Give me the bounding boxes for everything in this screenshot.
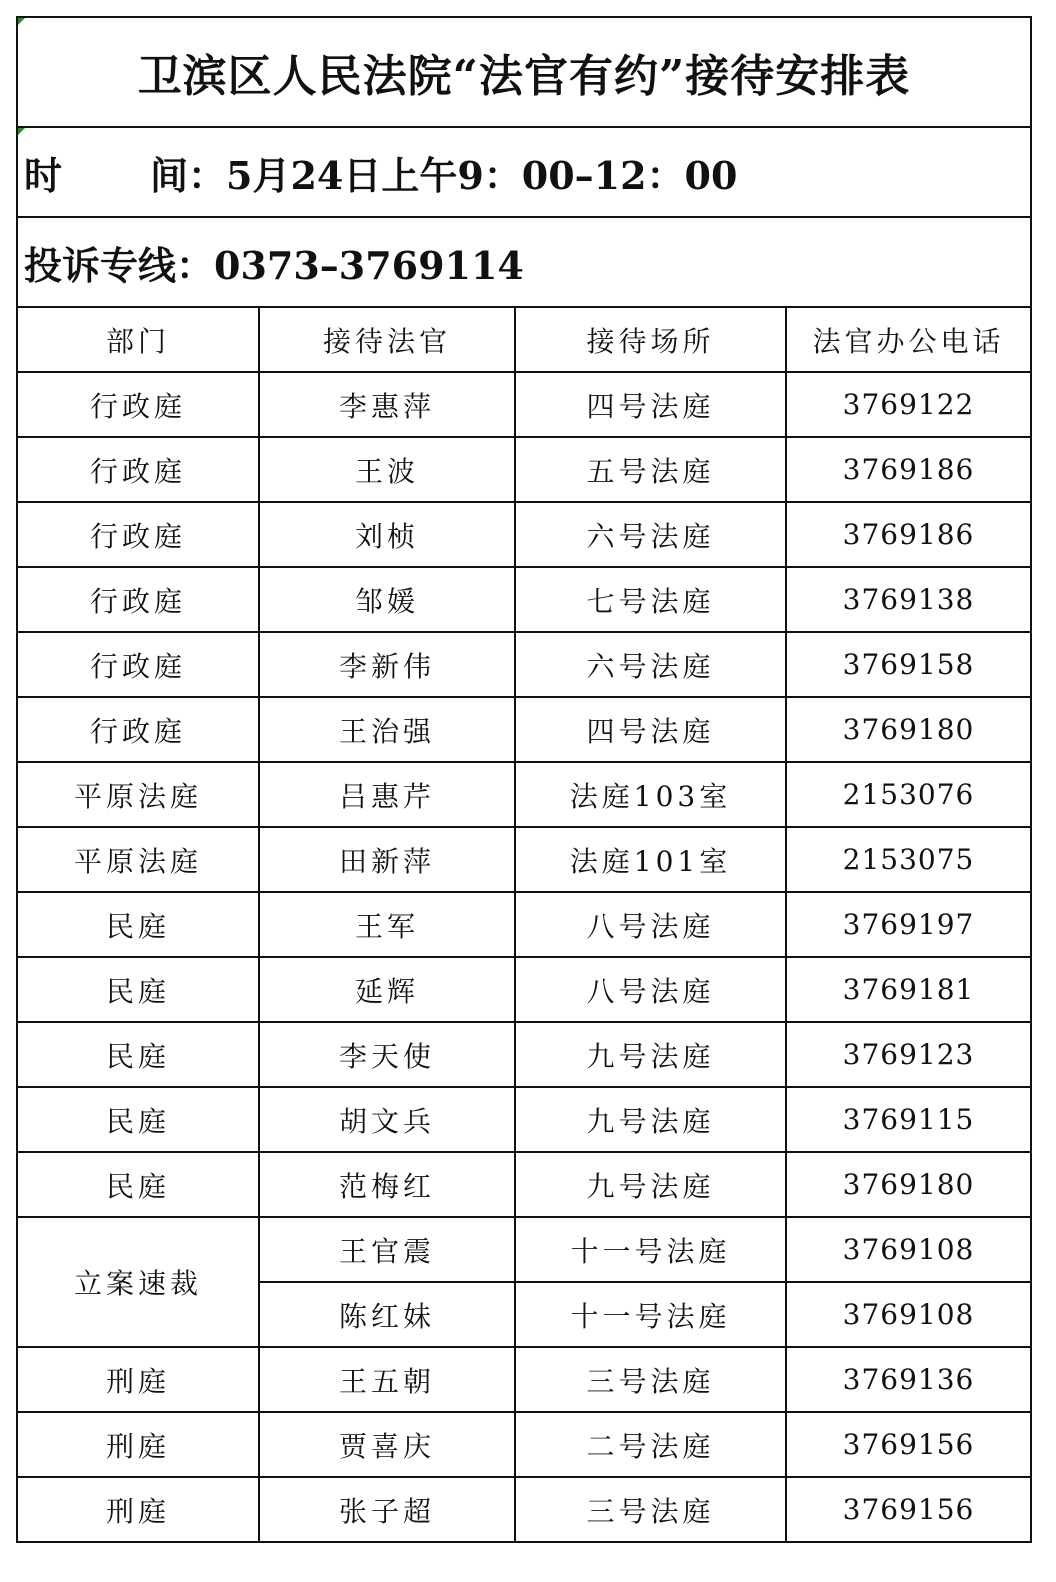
phone-cell: 3769108	[786, 1217, 1031, 1282]
judge-cell: 李惠萍	[259, 372, 515, 437]
table-row	[17, 1412, 1031, 1477]
phone-cell: 3769156	[786, 1412, 1031, 1477]
judge-cell: 王治强	[259, 697, 515, 762]
table-row	[17, 437, 1031, 502]
place-cell: 六号法庭	[515, 632, 786, 697]
department-cell: 民庭	[17, 892, 259, 957]
place-cell: 九号法庭	[515, 1022, 786, 1087]
place-cell: 四号法庭	[515, 697, 786, 762]
judge-cell: 延辉	[259, 957, 515, 1022]
table-row	[17, 1087, 1031, 1152]
table-row	[17, 1152, 1031, 1217]
phone-cell: 3769180	[786, 697, 1031, 762]
reception-schedule-table	[16, 16, 1032, 1543]
department-cell: 刑庭	[17, 1347, 259, 1412]
phone-cell: 2153075	[786, 827, 1031, 892]
table-header-row	[17, 307, 1031, 372]
phone-cell: 3769122	[786, 372, 1031, 437]
place-cell: 八号法庭	[515, 892, 786, 957]
table-row	[17, 1217, 1031, 1282]
phone-cell: 3769197	[786, 892, 1031, 957]
place-cell: 三号法庭	[515, 1347, 786, 1412]
time-label-2: 间：	[150, 152, 227, 198]
department-cell: 民庭	[17, 957, 259, 1022]
phone-cell: 3769180	[786, 1152, 1031, 1217]
place-cell: 五号法庭	[515, 437, 786, 502]
department-cell: 行政庭	[17, 697, 259, 762]
phone-cell: 3769186	[786, 502, 1031, 567]
table-row	[17, 892, 1031, 957]
header-phone: 法官办公电话	[786, 307, 1031, 372]
phone-cell: 2153076	[786, 762, 1031, 827]
judge-cell: 王波	[259, 437, 515, 502]
judge-cell: 贾喜庆	[259, 1412, 515, 1477]
judge-cell: 范梅红	[259, 1152, 515, 1217]
department-cell: 立案速裁	[17, 1217, 259, 1347]
department-cell: 平原法庭	[17, 762, 259, 827]
department-cell: 民庭	[17, 1022, 259, 1087]
judge-cell: 王官震	[259, 1217, 515, 1282]
judge-cell: 刘桢	[259, 502, 515, 567]
place-cell: 法庭101室	[515, 827, 786, 892]
judge-cell: 王五朝	[259, 1347, 515, 1412]
table-row	[17, 632, 1031, 697]
judge-cell: 王军	[259, 892, 515, 957]
place-cell: 九号法庭	[515, 1152, 786, 1217]
time-label: 时	[24, 152, 63, 198]
table-row	[17, 1022, 1031, 1087]
time-row	[17, 127, 1031, 217]
header-department: 部门	[17, 307, 259, 372]
phone-cell: 3769186	[786, 437, 1031, 502]
department-cell: 行政庭	[17, 502, 259, 567]
time-value: 5月24日上午9：00–12：00	[226, 152, 738, 198]
judge-cell: 田新萍	[259, 827, 515, 892]
table-row	[17, 762, 1031, 827]
table-row	[17, 567, 1031, 632]
judge-cell: 邹媛	[259, 567, 515, 632]
place-cell: 十一号法庭	[515, 1217, 786, 1282]
department-cell: 民庭	[17, 1087, 259, 1152]
phone-cell: 3769156	[786, 1477, 1031, 1542]
table-row	[17, 372, 1031, 437]
place-cell: 七号法庭	[515, 567, 786, 632]
place-cell: 九号法庭	[515, 1087, 786, 1152]
judge-cell: 吕惠芹	[259, 762, 515, 827]
department-cell: 民庭	[17, 1152, 259, 1217]
place-cell: 四号法庭	[515, 372, 786, 437]
phone-cell: 3769158	[786, 632, 1031, 697]
place-cell: 八号法庭	[515, 957, 786, 1022]
table-row	[17, 1477, 1031, 1542]
department-cell: 行政庭	[17, 567, 259, 632]
place-cell: 法庭103室	[515, 762, 786, 827]
department-cell: 行政庭	[17, 372, 259, 437]
phone-cell: 3769136	[786, 1347, 1031, 1412]
department-cell: 刑庭	[17, 1477, 259, 1542]
judge-cell: 陈红妹	[259, 1282, 515, 1347]
table-row	[17, 1347, 1031, 1412]
department-cell: 行政庭	[17, 632, 259, 697]
phone-cell: 3769108	[786, 1282, 1031, 1347]
phone-cell: 3769123	[786, 1022, 1031, 1087]
department-cell: 刑庭	[17, 1412, 259, 1477]
judge-cell: 李新伟	[259, 632, 515, 697]
phone-cell: 3769115	[786, 1087, 1031, 1152]
phone-cell: 3769138	[786, 567, 1031, 632]
place-cell: 三号法庭	[515, 1477, 786, 1542]
department-cell: 平原法庭	[17, 827, 259, 892]
hotline-row	[17, 217, 1031, 307]
judge-cell: 李天使	[259, 1022, 515, 1087]
hotline-label: 投诉专线：	[24, 242, 215, 288]
judge-cell: 张子超	[259, 1477, 515, 1542]
table-row	[17, 827, 1031, 892]
place-cell: 六号法庭	[515, 502, 786, 567]
page-title: 卫滨区人民法院“法官有约”接待安排表	[17, 17, 1031, 127]
table-row	[17, 697, 1031, 762]
table-row	[17, 502, 1031, 567]
table-row	[17, 957, 1031, 1022]
hotline-value: 0373–3769114	[214, 242, 524, 288]
header-judge: 接待法官	[259, 307, 515, 372]
phone-cell: 3769181	[786, 957, 1031, 1022]
place-cell: 二号法庭	[515, 1412, 786, 1477]
place-cell: 十一号法庭	[515, 1282, 786, 1347]
judge-cell: 胡文兵	[259, 1087, 515, 1152]
department-cell: 行政庭	[17, 437, 259, 502]
header-place: 接待场所	[515, 307, 786, 372]
